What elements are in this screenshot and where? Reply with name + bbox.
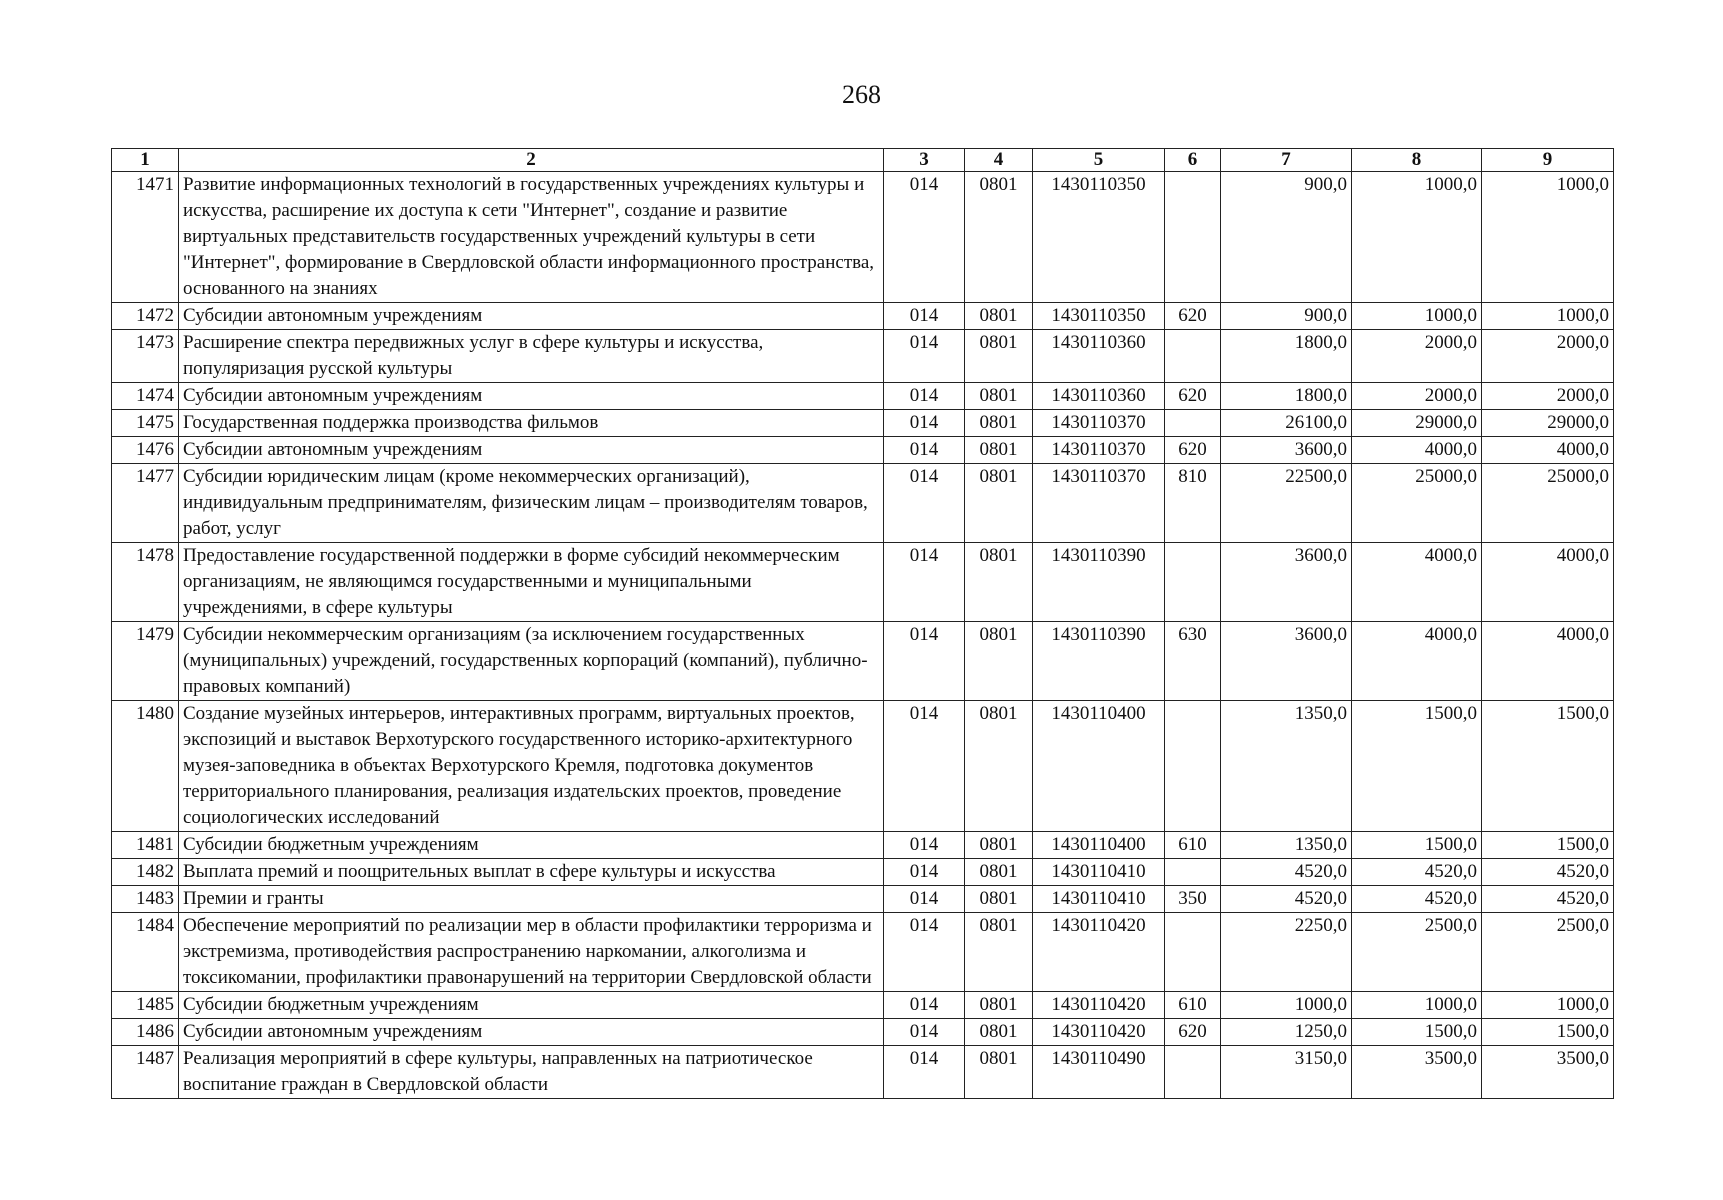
amount-col8-cell: 4000,0 — [1352, 437, 1482, 464]
amount-col8-cell: 2500,0 — [1352, 913, 1482, 992]
amount-col7-cell: 1800,0 — [1221, 330, 1352, 383]
amount-col9-cell: 1000,0 — [1482, 303, 1614, 330]
amount-col7-cell: 2250,0 — [1221, 913, 1352, 992]
item-name-cell: Премии и гранты — [179, 886, 884, 913]
section-code-cell: 0801 — [965, 913, 1033, 992]
item-name-cell: Расширение спектра передвижных услуг в сфере культуры и искусства, популяризация русской культуры — [179, 330, 884, 383]
expense-type-cell — [1165, 410, 1221, 437]
amount-col8-cell: 4520,0 — [1352, 886, 1482, 913]
row-number-cell: 1478 — [112, 543, 179, 622]
amount-col9-cell: 1500,0 — [1482, 701, 1614, 832]
ministry-code-cell: 014 — [884, 464, 965, 543]
row-number-cell: 1471 — [112, 172, 179, 303]
amount-col9-cell: 1000,0 — [1482, 992, 1614, 1019]
target-article-cell: 1430110410 — [1033, 886, 1165, 913]
section-code-cell: 0801 — [965, 859, 1033, 886]
amount-col7-cell: 1250,0 — [1221, 1019, 1352, 1046]
expense-type-cell: 620 — [1165, 437, 1221, 464]
column-header: 6 — [1165, 149, 1221, 172]
table-row — [112, 172, 1614, 303]
section-code-cell: 0801 — [965, 303, 1033, 330]
amount-col8-cell: 29000,0 — [1352, 410, 1482, 437]
amount-col7-cell: 22500,0 — [1221, 464, 1352, 543]
expense-type-cell — [1165, 859, 1221, 886]
item-name-cell: Субсидии автономным учреждениям — [179, 383, 884, 410]
row-number-cell: 1486 — [112, 1019, 179, 1046]
expense-type-cell: 620 — [1165, 303, 1221, 330]
column-header: 2 — [179, 149, 884, 172]
table-row — [112, 437, 1614, 464]
table-row — [112, 886, 1614, 913]
row-number-cell: 1480 — [112, 701, 179, 832]
amount-col9-cell: 1500,0 — [1482, 1019, 1614, 1046]
expense-type-cell — [1165, 1046, 1221, 1099]
amount-col7-cell: 4520,0 — [1221, 886, 1352, 913]
target-article-cell: 1430110420 — [1033, 913, 1165, 992]
amount-col7-cell: 3600,0 — [1221, 543, 1352, 622]
row-number-cell: 1479 — [112, 622, 179, 701]
item-name-cell: Субсидии автономным учреждениям — [179, 1019, 884, 1046]
target-article-cell: 1430110390 — [1033, 543, 1165, 622]
expense-type-cell: 610 — [1165, 992, 1221, 1019]
amount-col8-cell: 4000,0 — [1352, 543, 1482, 622]
row-number-cell: 1485 — [112, 992, 179, 1019]
amount-col8-cell: 1500,0 — [1352, 701, 1482, 832]
ministry-code-cell: 014 — [884, 622, 965, 701]
amount-col7-cell: 3600,0 — [1221, 622, 1352, 701]
row-number-cell: 1474 — [112, 383, 179, 410]
amount-col9-cell: 25000,0 — [1482, 464, 1614, 543]
item-name-cell: Развитие информационных технологий в государственных учреждениях культуры и искусства, расширение их доступа к сети "Интернет", создание и развитие виртуальных представительств государственных учреждений культуры в сети "Интернет", формирование в Свердловской области информационного пространства, основанного на знаниях — [179, 172, 884, 303]
table-row — [112, 1046, 1614, 1099]
ministry-code-cell: 014 — [884, 543, 965, 622]
table-row — [112, 1019, 1614, 1046]
ministry-code-cell: 014 — [884, 410, 965, 437]
item-name-cell: Субсидии юридическим лицам (кроме некоммерческих организаций), индивидуальным предпринимателям, физическим лицам – производителям товаров, работ, услуг — [179, 464, 884, 543]
amount-col8-cell: 1000,0 — [1352, 303, 1482, 330]
expense-type-cell — [1165, 172, 1221, 303]
ministry-code-cell: 014 — [884, 1046, 965, 1099]
expense-type-cell: 810 — [1165, 464, 1221, 543]
section-code-cell: 0801 — [965, 172, 1033, 303]
table-header — [112, 149, 1614, 172]
amount-col8-cell: 1500,0 — [1352, 832, 1482, 859]
amount-col7-cell: 3600,0 — [1221, 437, 1352, 464]
ministry-code-cell: 014 — [884, 701, 965, 832]
row-number-cell: 1487 — [112, 1046, 179, 1099]
ministry-code-cell: 014 — [884, 303, 965, 330]
item-name-cell: Предоставление государственной поддержки в форме субсидий некоммерческим организациям, не являющимся государственными и муниципальными учреждениями, в сфере культуры — [179, 543, 884, 622]
section-code-cell: 0801 — [965, 330, 1033, 383]
header-row — [112, 149, 1614, 172]
item-name-cell: Субсидии автономным учреждениям — [179, 437, 884, 464]
column-header: 3 — [884, 149, 965, 172]
table-row — [112, 992, 1614, 1019]
amount-col8-cell: 1000,0 — [1352, 992, 1482, 1019]
item-name-cell: Субсидии бюджетным учреждениям — [179, 992, 884, 1019]
amount-col8-cell: 25000,0 — [1352, 464, 1482, 543]
item-name-cell: Создание музейных интерьеров, интерактивных программ, виртуальных проектов, экспозиций и выставок Верхотурского государственного историко-архитектурного музея-заповедника в объектах Верхотурского Кремля, подготовка документов территориального планирования, реализация издательских проектов, проведение социологических исследований — [179, 701, 884, 832]
item-name-cell: Реализация мероприятий в сфере культуры, направленных на патриотическое воспитание граждан в Свердловской области — [179, 1046, 884, 1099]
target-article-cell: 1430110410 — [1033, 859, 1165, 886]
target-article-cell: 1430110420 — [1033, 1019, 1165, 1046]
section-code-cell: 0801 — [965, 410, 1033, 437]
item-name-cell: Субсидии бюджетным учреждениям — [179, 832, 884, 859]
table-body — [112, 172, 1614, 1099]
section-code-cell: 0801 — [965, 437, 1033, 464]
table-row — [112, 832, 1614, 859]
item-name-cell: Субсидии автономным учреждениям — [179, 303, 884, 330]
ministry-code-cell: 014 — [884, 330, 965, 383]
column-header: 7 — [1221, 149, 1352, 172]
column-header: 4 — [965, 149, 1033, 172]
amount-col9-cell: 2000,0 — [1482, 383, 1614, 410]
amount-col9-cell: 4520,0 — [1482, 886, 1614, 913]
target-article-cell: 1430110360 — [1033, 330, 1165, 383]
table-row — [112, 303, 1614, 330]
row-number-cell: 1473 — [112, 330, 179, 383]
ministry-code-cell: 014 — [884, 859, 965, 886]
table-row — [112, 410, 1614, 437]
expense-type-cell: 620 — [1165, 383, 1221, 410]
row-number-cell: 1472 — [112, 303, 179, 330]
row-number-cell: 1484 — [112, 913, 179, 992]
amount-col7-cell: 4520,0 — [1221, 859, 1352, 886]
section-code-cell: 0801 — [965, 383, 1033, 410]
row-number-cell: 1476 — [112, 437, 179, 464]
row-number-cell: 1475 — [112, 410, 179, 437]
row-number-cell: 1477 — [112, 464, 179, 543]
amount-col9-cell: 2000,0 — [1482, 330, 1614, 383]
section-code-cell: 0801 — [965, 622, 1033, 701]
section-code-cell: 0801 — [965, 464, 1033, 543]
ministry-code-cell: 014 — [884, 913, 965, 992]
amount-col8-cell: 3500,0 — [1352, 1046, 1482, 1099]
ministry-code-cell: 014 — [884, 992, 965, 1019]
target-article-cell: 1430110370 — [1033, 464, 1165, 543]
amount-col9-cell: 4000,0 — [1482, 622, 1614, 701]
ministry-code-cell: 014 — [884, 1019, 965, 1046]
section-code-cell: 0801 — [965, 886, 1033, 913]
amount-col9-cell: 1500,0 — [1482, 832, 1614, 859]
amount-col7-cell: 26100,0 — [1221, 410, 1352, 437]
section-code-cell: 0801 — [965, 992, 1033, 1019]
amount-col8-cell: 4520,0 — [1352, 859, 1482, 886]
ministry-code-cell: 014 — [884, 886, 965, 913]
section-code-cell: 0801 — [965, 701, 1033, 832]
target-article-cell: 1430110350 — [1033, 303, 1165, 330]
table-row — [112, 330, 1614, 383]
amount-col8-cell: 1000,0 — [1352, 172, 1482, 303]
table-row — [112, 701, 1614, 832]
section-code-cell: 0801 — [965, 832, 1033, 859]
target-article-cell: 1430110370 — [1033, 410, 1165, 437]
row-number-cell: 1481 — [112, 832, 179, 859]
amount-col9-cell: 3500,0 — [1482, 1046, 1614, 1099]
column-header: 8 — [1352, 149, 1482, 172]
expense-type-cell: 610 — [1165, 832, 1221, 859]
amount-col7-cell: 1350,0 — [1221, 701, 1352, 832]
target-article-cell: 1430110420 — [1033, 992, 1165, 1019]
expense-type-cell: 630 — [1165, 622, 1221, 701]
amount-col7-cell: 3150,0 — [1221, 1046, 1352, 1099]
amount-col8-cell: 2000,0 — [1352, 330, 1482, 383]
expense-type-cell — [1165, 543, 1221, 622]
ministry-code-cell: 014 — [884, 832, 965, 859]
target-article-cell: 1430110390 — [1033, 622, 1165, 701]
section-code-cell: 0801 — [965, 1046, 1033, 1099]
item-name-cell: Государственная поддержка производства фильмов — [179, 410, 884, 437]
table-row — [112, 859, 1614, 886]
target-article-cell: 1430110370 — [1033, 437, 1165, 464]
target-article-cell: 1430110400 — [1033, 701, 1165, 832]
amount-col7-cell: 900,0 — [1221, 303, 1352, 330]
item-name-cell: Субсидии некоммерческим организациям (за исключением государственных (муниципальных) учреждений, государственных корпораций (компаний), публично-правовых компаний) — [179, 622, 884, 701]
expense-type-cell — [1165, 913, 1221, 992]
table-row — [112, 543, 1614, 622]
expense-type-cell: 620 — [1165, 1019, 1221, 1046]
amount-col7-cell: 1800,0 — [1221, 383, 1352, 410]
amount-col9-cell: 4520,0 — [1482, 859, 1614, 886]
expense-type-cell — [1165, 701, 1221, 832]
ministry-code-cell: 014 — [884, 383, 965, 410]
column-header: 9 — [1482, 149, 1614, 172]
amount-col8-cell: 2000,0 — [1352, 383, 1482, 410]
amount-col9-cell: 4000,0 — [1482, 437, 1614, 464]
page-number: 268 — [842, 80, 881, 109]
amount-col7-cell: 900,0 — [1221, 172, 1352, 303]
table-row — [112, 383, 1614, 410]
amount-col7-cell: 1350,0 — [1221, 832, 1352, 859]
row-number-cell: 1482 — [112, 859, 179, 886]
expense-type-cell — [1165, 330, 1221, 383]
section-code-cell: 0801 — [965, 543, 1033, 622]
amount-col9-cell: 4000,0 — [1482, 543, 1614, 622]
column-header: 1 — [112, 149, 179, 172]
amount-col8-cell: 1500,0 — [1352, 1019, 1482, 1046]
item-name-cell: Выплата премий и поощрительных выплат в сфере культуры и искусства — [179, 859, 884, 886]
table-row — [112, 622, 1614, 701]
amount-col8-cell: 4000,0 — [1352, 622, 1482, 701]
target-article-cell: 1430110360 — [1033, 383, 1165, 410]
row-number-cell: 1483 — [112, 886, 179, 913]
table-row — [112, 913, 1614, 992]
target-article-cell: 1430110490 — [1033, 1046, 1165, 1099]
expense-type-cell: 350 — [1165, 886, 1221, 913]
amount-col7-cell: 1000,0 — [1221, 992, 1352, 1019]
amount-col9-cell: 2500,0 — [1482, 913, 1614, 992]
ministry-code-cell: 014 — [884, 172, 965, 303]
target-article-cell: 1430110400 — [1033, 832, 1165, 859]
budget-table — [111, 148, 1614, 1099]
section-code-cell: 0801 — [965, 1019, 1033, 1046]
column-header: 5 — [1033, 149, 1165, 172]
target-article-cell: 1430110350 — [1033, 172, 1165, 303]
amount-col9-cell: 1000,0 — [1482, 172, 1614, 303]
ministry-code-cell: 014 — [884, 437, 965, 464]
item-name-cell: Обеспечение мероприятий по реализации мер в области профилактики терроризма и экстремизма, противодействия распространению наркомании, алкоголизма и токсикомании, профилактики правонарушений на территории Свердловской области — [179, 913, 884, 992]
table-row — [112, 464, 1614, 543]
amount-col9-cell: 29000,0 — [1482, 410, 1614, 437]
